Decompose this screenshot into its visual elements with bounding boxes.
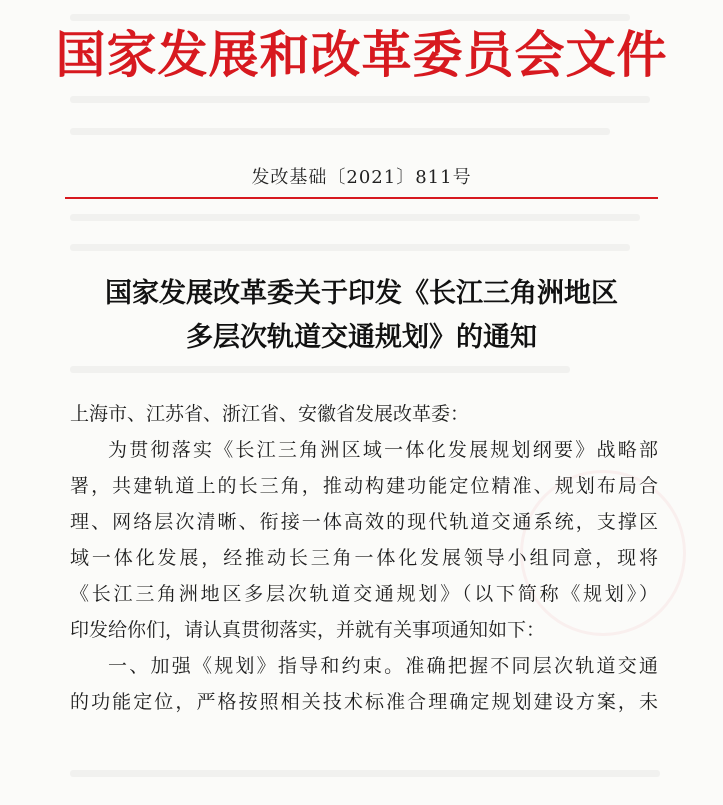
paragraph-line: 印发给你们，请认真贯彻落实，并就有关事项通知如下：: [70, 619, 546, 641]
addressee: 上海市、江苏省、浙江省、安徽省发展改革委：: [70, 403, 470, 425]
paragraph-line: 为贯彻落实《长江三角洲区域一体化发展规划纲要》战略部: [108, 439, 658, 461]
document-number: 发改基础〔2021〕811号: [251, 167, 472, 188]
paragraph-line: 《长江三角洲地区多层次轨道交通规划》（以下简称《规划》）: [70, 583, 658, 605]
bleed-through-line: [70, 244, 630, 251]
paragraph-line: 域一体化发展，经推动长三角一体化发展领导小组同意，现将: [70, 547, 658, 569]
bleed-through-line: [70, 366, 570, 373]
bleed-through-line: [70, 770, 660, 777]
paragraph-line: 署，共建轨道上的长三角，推动构建功能定位精准、规划布局合: [70, 475, 658, 497]
document-header-title: 国家发展和改革委员会文件: [55, 25, 668, 84]
bleed-through-line: [70, 128, 610, 135]
bleed-through-line: [70, 214, 640, 221]
notice-title-line-1: 国家发展改革委关于印发《长江三角洲地区: [105, 278, 618, 309]
bleed-through-line: [70, 14, 630, 21]
paragraph-line: 一、加强《规划》指导和约束。准确把握不同层次轨道交通: [108, 655, 658, 677]
notice-title-line-2: 多层次轨道交通规划》的通知: [186, 322, 537, 353]
paragraph-line: 理、网络层次清晰、衔接一体高效的现代轨道交通系统，支撑区: [70, 511, 658, 533]
red-divider-line: [65, 197, 658, 199]
bleed-through-line: [70, 96, 650, 103]
paragraph-line: 的功能定位，严格按照相关技术标准合理确定规划建设方案，未: [70, 691, 658, 713]
